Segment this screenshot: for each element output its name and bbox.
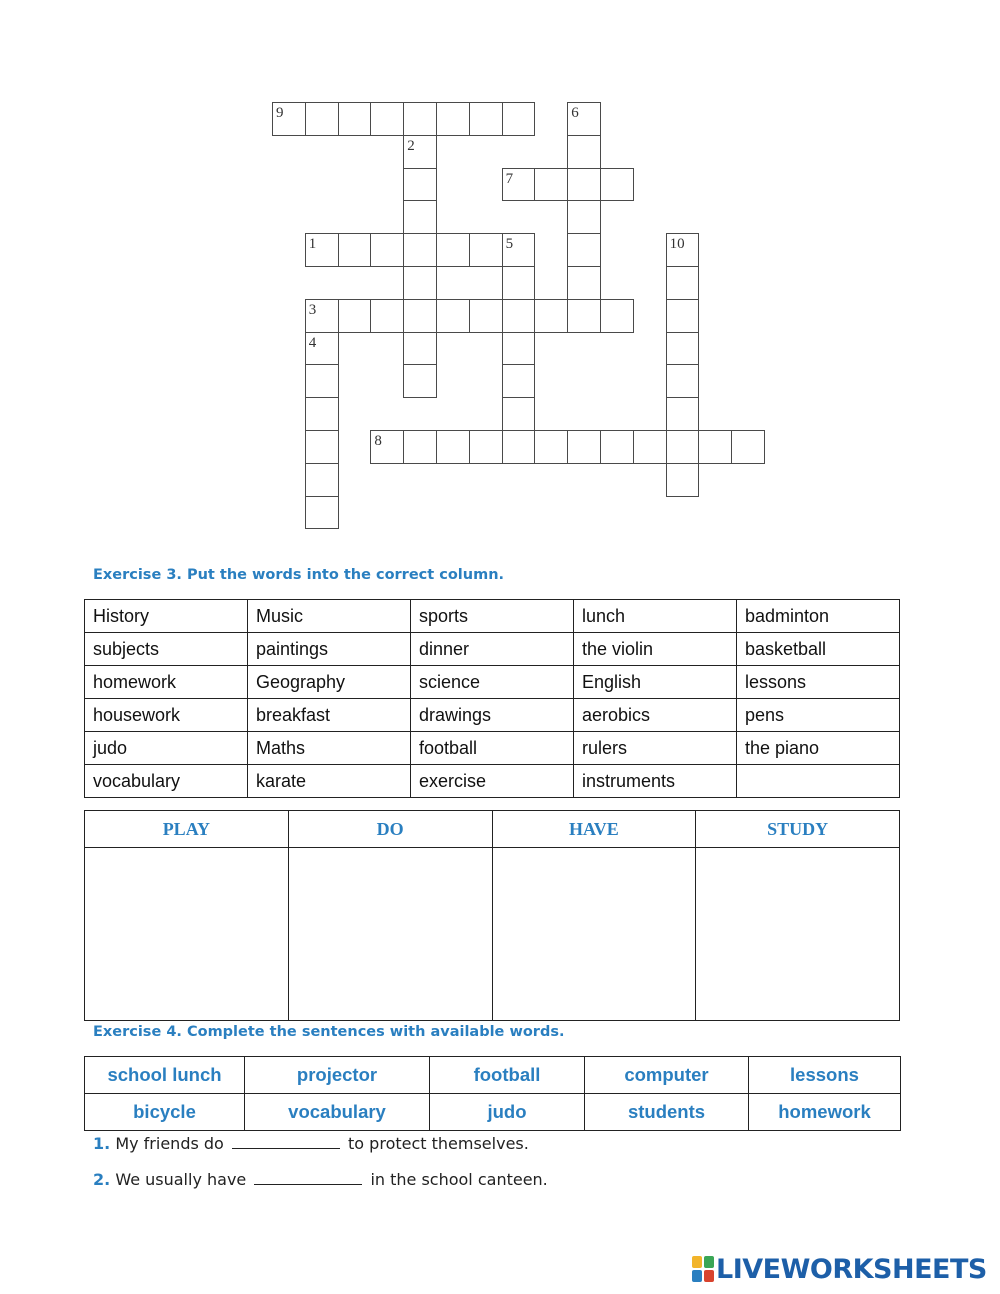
- crossword-cell[interactable]: [567, 200, 601, 234]
- crossword-cell[interactable]: [502, 299, 536, 333]
- crossword-letter-input[interactable]: [306, 103, 338, 135]
- crossword-cell[interactable]: [436, 233, 470, 267]
- crossword-cell[interactable]: [403, 430, 437, 464]
- crossword-cell[interactable]: [698, 430, 732, 464]
- crossword-cell[interactable]: [666, 397, 700, 431]
- crossword-letter-input[interactable]: [601, 300, 633, 332]
- word-cell: housework: [85, 699, 248, 732]
- crossword-cell[interactable]: [666, 430, 700, 464]
- crossword-letter-input[interactable]: [535, 169, 567, 201]
- crossword-cell[interactable]: [370, 233, 404, 267]
- column-header-have: HAVE: [492, 811, 696, 848]
- crossword-cell[interactable]: [469, 430, 503, 464]
- crossword-letter-input[interactable]: [667, 431, 699, 463]
- crossword-letter-input[interactable]: [634, 431, 666, 463]
- crossword-letter-input[interactable]: [306, 365, 338, 397]
- liveworksheets-logo: [692, 1252, 987, 1286]
- crossword-letter-input[interactable]: [568, 234, 600, 266]
- crossword-letter-input[interactable]: [437, 431, 469, 463]
- crossword-letter-input[interactable]: [404, 333, 436, 365]
- crossword-cell[interactable]: [666, 332, 700, 366]
- exercise3-heading: Exercise 3. Put the words into the correct column.: [93, 567, 505, 583]
- crossword-cell[interactable]: [600, 299, 634, 333]
- crossword-cell[interactable]: [731, 430, 765, 464]
- crossword-cell[interactable]: [502, 430, 536, 464]
- crossword-letter-input[interactable]: [667, 267, 699, 299]
- crossword-cell[interactable]: [305, 496, 339, 530]
- answer-area-have[interactable]: [492, 848, 696, 1021]
- word-cell: the piano: [737, 732, 900, 765]
- word-cell: paintings: [248, 633, 411, 666]
- crossword-cell[interactable]: [567, 233, 601, 267]
- crossword-letter-input[interactable]: [503, 169, 535, 201]
- crossword-cell[interactable]: [502, 102, 536, 136]
- word-cell: science: [411, 666, 574, 699]
- crossword-letter-input[interactable]: [667, 333, 699, 365]
- crossword-letter-input[interactable]: [273, 103, 305, 135]
- crossword-letter-input[interactable]: [306, 398, 338, 430]
- word-cell: homework: [85, 666, 248, 699]
- crossword-cell[interactable]: [305, 364, 339, 398]
- word-cell: English: [574, 666, 737, 699]
- crossword-letter-input[interactable]: [667, 365, 699, 397]
- clue-number: 5: [505, 236, 514, 253]
- crossword-letter-input[interactable]: [601, 169, 633, 201]
- crossword-cell[interactable]: [502, 397, 536, 431]
- table-row: [85, 732, 900, 765]
- crossword-letter-input[interactable]: [667, 234, 699, 266]
- crossword-letter-input[interactable]: [568, 431, 600, 463]
- crossword-cell[interactable]: [633, 430, 667, 464]
- crossword-cell[interactable]: [403, 332, 437, 366]
- crossword-letter-input[interactable]: [568, 300, 600, 332]
- crossword-cell[interactable]: [403, 135, 437, 169]
- crossword-cell[interactable]: [370, 102, 404, 136]
- crossword-cell[interactable]: [403, 233, 437, 267]
- crossword-cell[interactable]: [666, 266, 700, 300]
- crossword-letter-input[interactable]: [470, 431, 502, 463]
- word-cell: vocabulary: [85, 765, 248, 798]
- crossword-cell[interactable]: [534, 168, 568, 202]
- table-row: [85, 765, 900, 798]
- crossword-cell[interactable]: [469, 299, 503, 333]
- crossword-cell[interactable]: [338, 102, 372, 136]
- word-cell: sports: [411, 600, 574, 633]
- word-bank-cell: judo: [430, 1094, 585, 1131]
- crossword-letter-input[interactable]: [306, 300, 338, 332]
- crossword-cell[interactable]: [403, 266, 437, 300]
- answer-area-play[interactable]: [85, 848, 289, 1021]
- table-row: [85, 699, 900, 732]
- column-header-do: DO: [288, 811, 492, 848]
- word-cell: History: [85, 600, 248, 633]
- crossword-cell[interactable]: [666, 233, 700, 267]
- exercise3-column-table: [84, 810, 900, 1021]
- crossword-letter-input[interactable]: [339, 103, 371, 135]
- column-header-play: PLAY: [85, 811, 289, 848]
- word-cell: rulers: [574, 732, 737, 765]
- crossword-cell[interactable]: [502, 168, 536, 202]
- exercise4-heading: Exercise 4. Complete the sentences with available words.: [93, 1024, 565, 1040]
- crossword-letter-input[interactable]: [667, 464, 699, 496]
- crossword-letter-input[interactable]: [306, 431, 338, 463]
- crossword-letter-input[interactable]: [601, 431, 633, 463]
- crossword-letter-input[interactable]: [667, 300, 699, 332]
- answer-blank[interactable]: [254, 1170, 362, 1185]
- word-cell: Geography: [248, 666, 411, 699]
- crossword-cell[interactable]: [502, 332, 536, 366]
- crossword-cell[interactable]: [403, 102, 437, 136]
- word-cell: instruments: [574, 765, 737, 798]
- clue-number: 7: [505, 170, 514, 187]
- crossword-cell[interactable]: [567, 266, 601, 300]
- logo-mark-icon: [692, 1256, 714, 1282]
- answer-area-study[interactable]: [696, 848, 900, 1021]
- word-bank-cell: vocabulary: [245, 1094, 430, 1131]
- crossword-letter-input[interactable]: [568, 267, 600, 299]
- clue-number: 2: [407, 137, 415, 154]
- crossword-cell[interactable]: [600, 168, 634, 202]
- crossword-letter-input[interactable]: [306, 333, 338, 365]
- crossword-letter-input[interactable]: [470, 234, 502, 266]
- crossword-cell[interactable]: [567, 299, 601, 333]
- crossword-letter-input[interactable]: [503, 300, 535, 332]
- word-bank-cell: lessons: [749, 1057, 901, 1094]
- crossword-cell[interactable]: [403, 200, 437, 234]
- word-cell: pens: [737, 699, 900, 732]
- clue-number: 1: [308, 236, 317, 253]
- crossword-letter-input[interactable]: [404, 234, 436, 266]
- clue-number: 3: [308, 301, 317, 318]
- crossword-cell[interactable]: [469, 102, 503, 136]
- word-bank-cell: students: [585, 1094, 749, 1131]
- crossword-cell[interactable]: [436, 299, 470, 333]
- word-cell: Maths: [248, 732, 411, 765]
- crossword-letter-input[interactable]: [306, 497, 338, 529]
- sentence-text-before: My friends do: [115, 1134, 224, 1153]
- crossword-cell[interactable]: [502, 233, 536, 267]
- crossword-cell[interactable]: [666, 364, 700, 398]
- sentence-number: 2.: [93, 1170, 111, 1189]
- word-cell: drawings: [411, 699, 574, 732]
- crossword-cell[interactable]: [600, 430, 634, 464]
- crossword-letter-input[interactable]: [404, 365, 436, 397]
- crossword-letter-input[interactable]: [404, 136, 436, 168]
- exercise3-word-table: [84, 599, 900, 798]
- crossword-cell[interactable]: [272, 102, 306, 136]
- table-row: [85, 666, 900, 699]
- crossword-letter-input[interactable]: [437, 300, 469, 332]
- crossword-cell[interactable]: [338, 233, 372, 267]
- sentence-text-after: in the school canteen.: [370, 1170, 548, 1189]
- crossword-letter-input[interactable]: [371, 234, 403, 266]
- crossword-letter-input[interactable]: [404, 103, 436, 135]
- crossword-letter-input[interactable]: [371, 300, 403, 332]
- crossword-letter-input[interactable]: [371, 103, 403, 135]
- word-bank-cell: homework: [749, 1094, 901, 1131]
- sentence-1: [93, 1134, 529, 1153]
- crossword-letter-input[interactable]: [404, 300, 436, 332]
- word-cell: [737, 765, 900, 798]
- crossword-letter-input[interactable]: [535, 431, 567, 463]
- logo-text: LIVEWORKSHEETS: [716, 1253, 987, 1285]
- crossword-cell[interactable]: [567, 102, 601, 136]
- sentence-2: [93, 1170, 548, 1189]
- crossword-cell[interactable]: [534, 299, 568, 333]
- column-header-study: STUDY: [696, 811, 900, 848]
- crossword-cell[interactable]: [567, 168, 601, 202]
- crossword-cell[interactable]: [436, 102, 470, 136]
- crossword-cell[interactable]: [305, 332, 339, 366]
- answer-row: [85, 848, 900, 1021]
- crossword-letter-input[interactable]: [306, 464, 338, 496]
- crossword-letter-input[interactable]: [437, 234, 469, 266]
- crossword-letter-input[interactable]: [404, 267, 436, 299]
- sentence-text-before: We usually have: [115, 1170, 247, 1189]
- crossword-letter-input[interactable]: [503, 333, 535, 365]
- word-cell: badminton: [737, 600, 900, 633]
- word-cell: football: [411, 732, 574, 765]
- crossword-cell[interactable]: [534, 430, 568, 464]
- word-cell: dinner: [411, 633, 574, 666]
- table-row: [85, 1094, 901, 1131]
- crossword-cell[interactable]: [502, 364, 536, 398]
- word-cell: exercise: [411, 765, 574, 798]
- crossword-cell[interactable]: [403, 299, 437, 333]
- word-cell: lessons: [737, 666, 900, 699]
- clue-number: 4: [308, 334, 317, 351]
- crossword-letter-input[interactable]: [699, 431, 731, 463]
- clue-number: 10: [669, 236, 685, 253]
- crossword-letter-input[interactable]: [503, 103, 535, 135]
- answer-area-do[interactable]: [288, 848, 492, 1021]
- crossword-letter-input[interactable]: [568, 136, 600, 168]
- word-bank-cell: football: [430, 1057, 585, 1094]
- word-bank-cell: school lunch: [85, 1057, 245, 1094]
- sentence-number: 1.: [93, 1134, 111, 1153]
- exercise4-word-bank: [84, 1056, 901, 1131]
- table-row: [85, 633, 900, 666]
- crossword-letter-input[interactable]: [404, 169, 436, 201]
- crossword-letter-input[interactable]: [339, 234, 371, 266]
- crossword-cell[interactable]: [370, 299, 404, 333]
- crossword-cell[interactable]: [567, 135, 601, 169]
- word-cell: karate: [248, 765, 411, 798]
- crossword-cell[interactable]: [370, 430, 404, 464]
- crossword-cell[interactable]: [305, 463, 339, 497]
- table-row: [85, 600, 900, 633]
- crossword-grid: [0, 0, 1000, 540]
- crossword-cell[interactable]: [305, 233, 339, 267]
- crossword-cell[interactable]: [666, 463, 700, 497]
- clue-number: 8: [374, 433, 382, 449]
- crossword-letter-input[interactable]: [503, 234, 535, 266]
- crossword-cell[interactable]: [469, 233, 503, 267]
- crossword-cell[interactable]: [403, 364, 437, 398]
- word-cell: lunch: [574, 600, 737, 633]
- column-header-row: [85, 811, 900, 848]
- crossword-letter-input[interactable]: [503, 267, 535, 299]
- crossword-letter-input[interactable]: [503, 365, 535, 397]
- word-bank-cell: projector: [245, 1057, 430, 1094]
- crossword-letter-input[interactable]: [503, 431, 535, 463]
- crossword-cell[interactable]: [338, 299, 372, 333]
- word-bank-cell: bicycle: [85, 1094, 245, 1131]
- crossword-letter-input[interactable]: [470, 300, 502, 332]
- crossword-letter-input[interactable]: [568, 201, 600, 233]
- crossword-letter-input[interactable]: [667, 398, 699, 430]
- answer-blank[interactable]: [232, 1134, 340, 1149]
- crossword-letter-input[interactable]: [437, 103, 469, 135]
- word-cell: Music: [248, 600, 411, 633]
- crossword-cell[interactable]: [502, 266, 536, 300]
- crossword-cell[interactable]: [305, 430, 339, 464]
- crossword-letter-input[interactable]: [568, 103, 600, 135]
- clue-number: 6: [571, 105, 579, 121]
- table-row: [85, 1057, 901, 1094]
- word-cell: breakfast: [248, 699, 411, 732]
- crossword-letter-input[interactable]: [306, 234, 338, 266]
- word-cell: basketball: [737, 633, 900, 666]
- sentence-text-after: to protect themselves.: [348, 1134, 529, 1153]
- crossword-letter-input[interactable]: [404, 201, 436, 233]
- crossword-letter-input[interactable]: [339, 300, 371, 332]
- crossword-cell[interactable]: [305, 102, 339, 136]
- word-cell: judo: [85, 732, 248, 765]
- word-bank-cell: computer: [585, 1057, 749, 1094]
- crossword-letter-input[interactable]: [535, 300, 567, 332]
- clue-number: 9: [276, 105, 284, 121]
- crossword-cell[interactable]: [666, 299, 700, 333]
- crossword-cell[interactable]: [403, 168, 437, 202]
- crossword-letter-input[interactable]: [470, 103, 502, 135]
- crossword-letter-input[interactable]: [732, 431, 764, 463]
- crossword-cell[interactable]: [436, 430, 470, 464]
- word-cell: the violin: [574, 633, 737, 666]
- crossword-cell[interactable]: [567, 430, 601, 464]
- word-cell: subjects: [85, 633, 248, 666]
- crossword-cell[interactable]: [305, 299, 339, 333]
- crossword-letter-input[interactable]: [503, 398, 535, 430]
- crossword-cell[interactable]: [305, 397, 339, 431]
- crossword-letter-input[interactable]: [404, 431, 436, 463]
- crossword-letter-input[interactable]: [568, 169, 600, 201]
- word-cell: aerobics: [574, 699, 737, 732]
- crossword-letter-input[interactable]: [371, 431, 403, 463]
